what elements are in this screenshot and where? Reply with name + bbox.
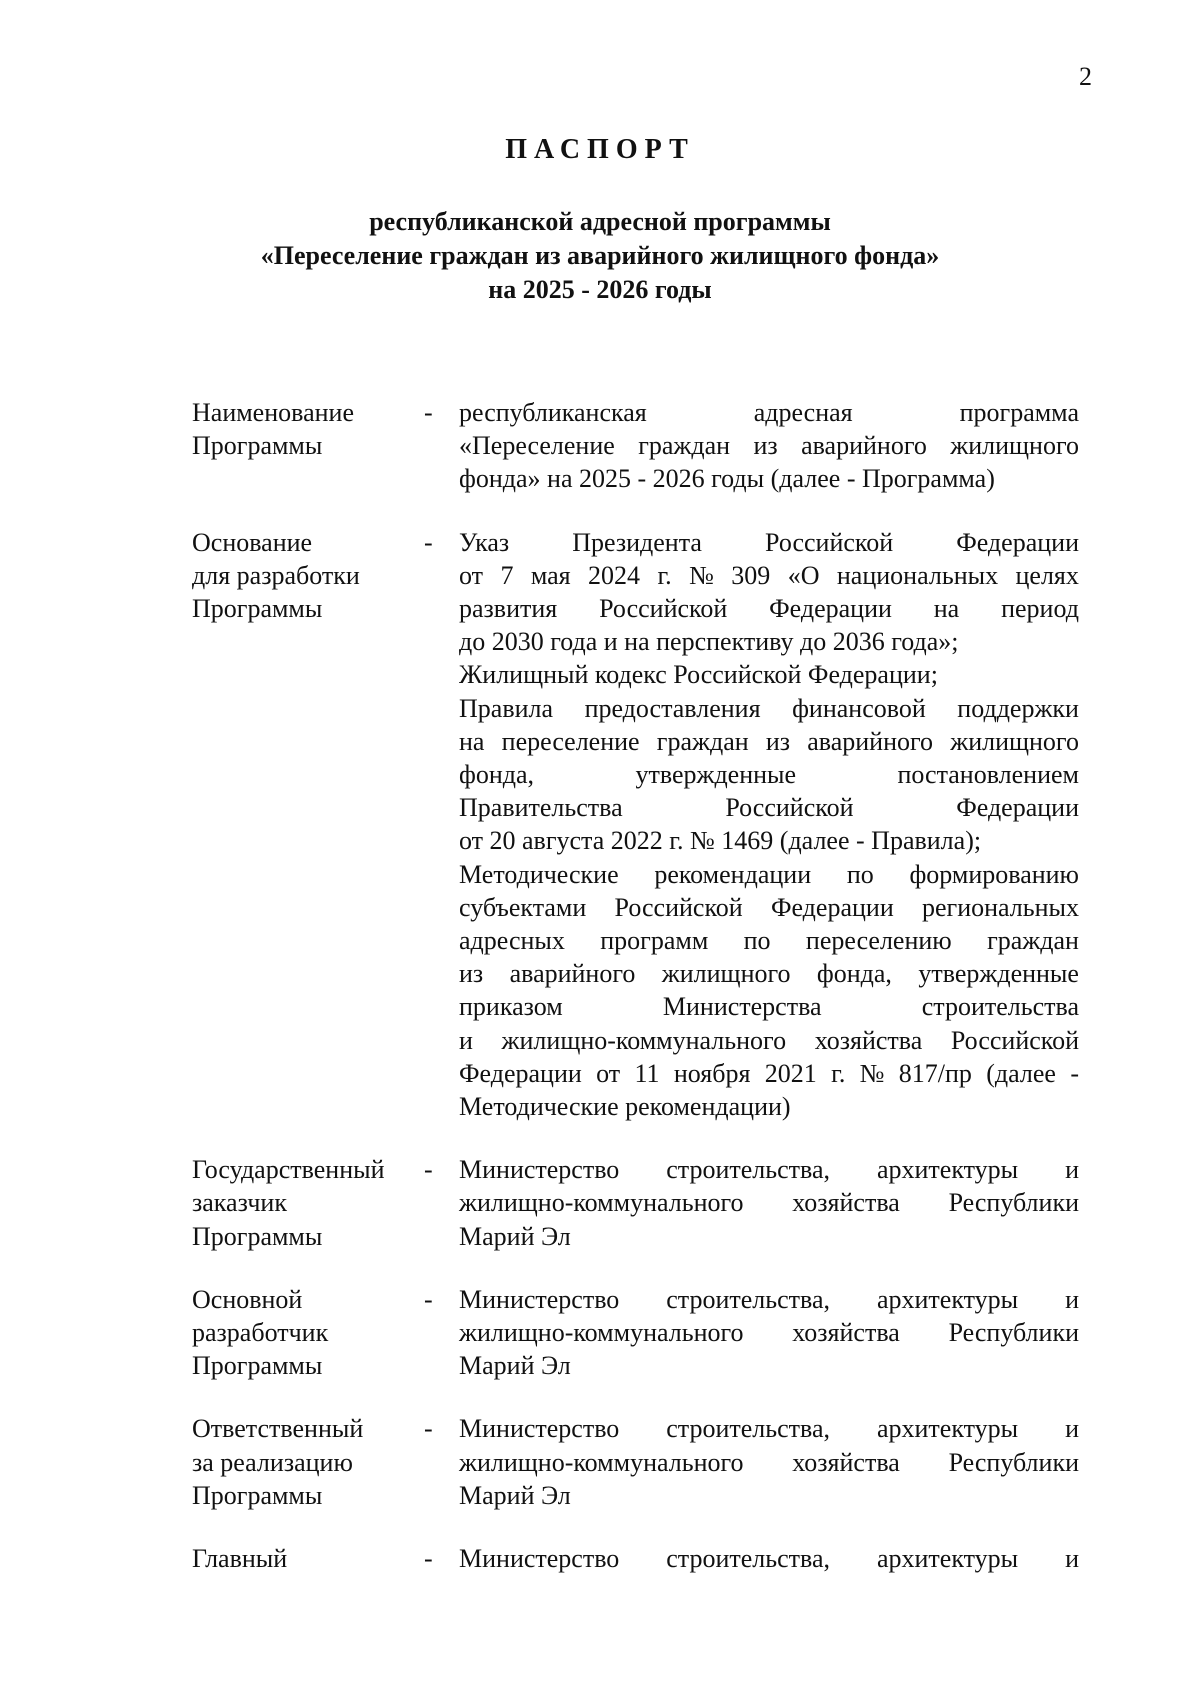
row-value-line: Марий Эл bbox=[459, 1480, 571, 1510]
row-label-line: Программы bbox=[192, 1351, 323, 1381]
row-label-line: Программы bbox=[192, 1480, 323, 1510]
row-value-line: Методические рекомендации по формированию bbox=[459, 859, 1079, 889]
row-value bbox=[459, 1283, 1079, 1383]
row-value-line: Марий Эл bbox=[459, 1221, 571, 1251]
row-value-line: от 20 августа 2022 г. № 1469 (далее - Правила); bbox=[459, 826, 982, 856]
row-value-line: на переселение граждан из аварийного жилищного bbox=[459, 726, 1079, 756]
row-value-line: от 7 мая 2024 г. № 309 «О национальных целях bbox=[459, 560, 1079, 590]
row-label bbox=[192, 396, 422, 496]
row-label-line: Программы bbox=[192, 1221, 323, 1251]
row-value-line: субъектами Российской Федерации региональных bbox=[459, 892, 1079, 922]
row-value-line: республиканская адресная программа bbox=[459, 398, 1079, 427]
passport-row bbox=[192, 526, 1082, 1124]
row-value bbox=[459, 396, 1079, 496]
row-label-line: Основание bbox=[192, 527, 313, 557]
row-dash: - bbox=[424, 1414, 433, 1444]
row-value bbox=[459, 526, 1079, 1124]
row-value-line: Жилищный кодекс Российской Федерации; bbox=[459, 660, 938, 690]
row-label bbox=[192, 1412, 422, 1512]
row-value-line: Министерство строительства, архитектуры и bbox=[459, 1414, 1079, 1444]
row-value-line: Федерации от 11 ноября 2021 г. № 817/пр (далее - bbox=[459, 1058, 1079, 1088]
row-label-line: Основной bbox=[192, 1284, 303, 1314]
row-value-line: Правила предоставления финансовой поддержки bbox=[459, 693, 1079, 723]
row-dash: - bbox=[424, 1284, 433, 1314]
row-value-line: Марий Эл bbox=[459, 1351, 571, 1381]
row-value-line: из аварийного жилищного фонда, утвержденные bbox=[459, 959, 1079, 989]
row-label-line: Главный bbox=[192, 1544, 288, 1574]
page-number: 2 bbox=[1079, 62, 1092, 91]
row-label bbox=[192, 1153, 422, 1253]
subtitle-line: на 2025 - 2026 годы bbox=[488, 275, 712, 304]
row-label bbox=[192, 1283, 422, 1383]
row-label-line: Программы bbox=[192, 594, 323, 624]
row-value-line: Указ Президента Российской Федерации bbox=[459, 527, 1079, 557]
row-value-line: и жилищно-коммунального хозяйства Российской bbox=[459, 1025, 1079, 1055]
row-value bbox=[459, 1542, 1079, 1575]
row-value-line: «Переселение граждан из аварийного жилищного bbox=[459, 431, 1079, 461]
row-value bbox=[459, 1412, 1079, 1512]
row-value-line: Министерство строительства, архитектуры и bbox=[459, 1284, 1079, 1314]
passport-row bbox=[192, 396, 1082, 496]
row-dash: - bbox=[424, 1544, 433, 1574]
row-value-line: Министерство строительства, архитектуры и bbox=[459, 1544, 1079, 1574]
row-value-line: Министерство строительства, архитектуры и bbox=[459, 1155, 1079, 1185]
row-label-line: заказчик bbox=[192, 1188, 287, 1218]
row-label-line: для разработки bbox=[192, 560, 360, 590]
row-label bbox=[192, 526, 422, 1124]
row-value-line: адресных программ по переселению граждан bbox=[459, 926, 1079, 956]
passport-row bbox=[192, 1542, 1082, 1575]
subtitle-line: республиканской адресной программы bbox=[369, 207, 831, 236]
row-value-line: фонда, утвержденные постановлением bbox=[459, 760, 1079, 790]
passport-row bbox=[192, 1412, 1082, 1512]
document-title: ПАСПОРТ bbox=[505, 134, 695, 165]
row-label-line: Государственный bbox=[192, 1155, 385, 1185]
passport-table bbox=[192, 396, 1082, 1605]
row-value-line: до 2030 года и на перспективу до 2036 года»; bbox=[459, 627, 959, 657]
row-label-line: за реализацию bbox=[192, 1447, 353, 1477]
row-dash: - bbox=[424, 1155, 433, 1185]
row-label-line: Ответственный bbox=[192, 1414, 364, 1444]
row-label-line: Наименование bbox=[192, 398, 354, 427]
row-value-line: фонда» на 2025 - 2026 годы (далее - Программа) bbox=[459, 464, 995, 494]
row-value-line: жилищно-коммунального хозяйства Республики bbox=[459, 1447, 1079, 1477]
row-value-line: жилищно-коммунального хозяйства Республики bbox=[459, 1188, 1079, 1218]
row-value-line: приказом Министерства строительства bbox=[459, 992, 1079, 1022]
row-label-line: разработчик bbox=[192, 1318, 329, 1348]
subtitle-line: «Переселение граждан из аварийного жилищного фонда» bbox=[260, 241, 940, 270]
row-value bbox=[459, 1153, 1079, 1253]
passport-row bbox=[192, 1153, 1082, 1253]
row-label-line: Программы bbox=[192, 431, 323, 461]
row-value-line: развития Российской Федерации на период bbox=[459, 594, 1079, 624]
row-value-line: Методические рекомендации) bbox=[459, 1092, 791, 1122]
row-value-line: Правительства Российской Федерации bbox=[459, 793, 1079, 823]
row-dash: - bbox=[424, 398, 433, 427]
row-label bbox=[192, 1542, 422, 1575]
row-value-line: жилищно-коммунального хозяйства Республики bbox=[459, 1318, 1079, 1348]
document-subtitle bbox=[0, 205, 1200, 307]
passport-row bbox=[192, 1283, 1082, 1383]
row-dash: - bbox=[424, 527, 433, 557]
